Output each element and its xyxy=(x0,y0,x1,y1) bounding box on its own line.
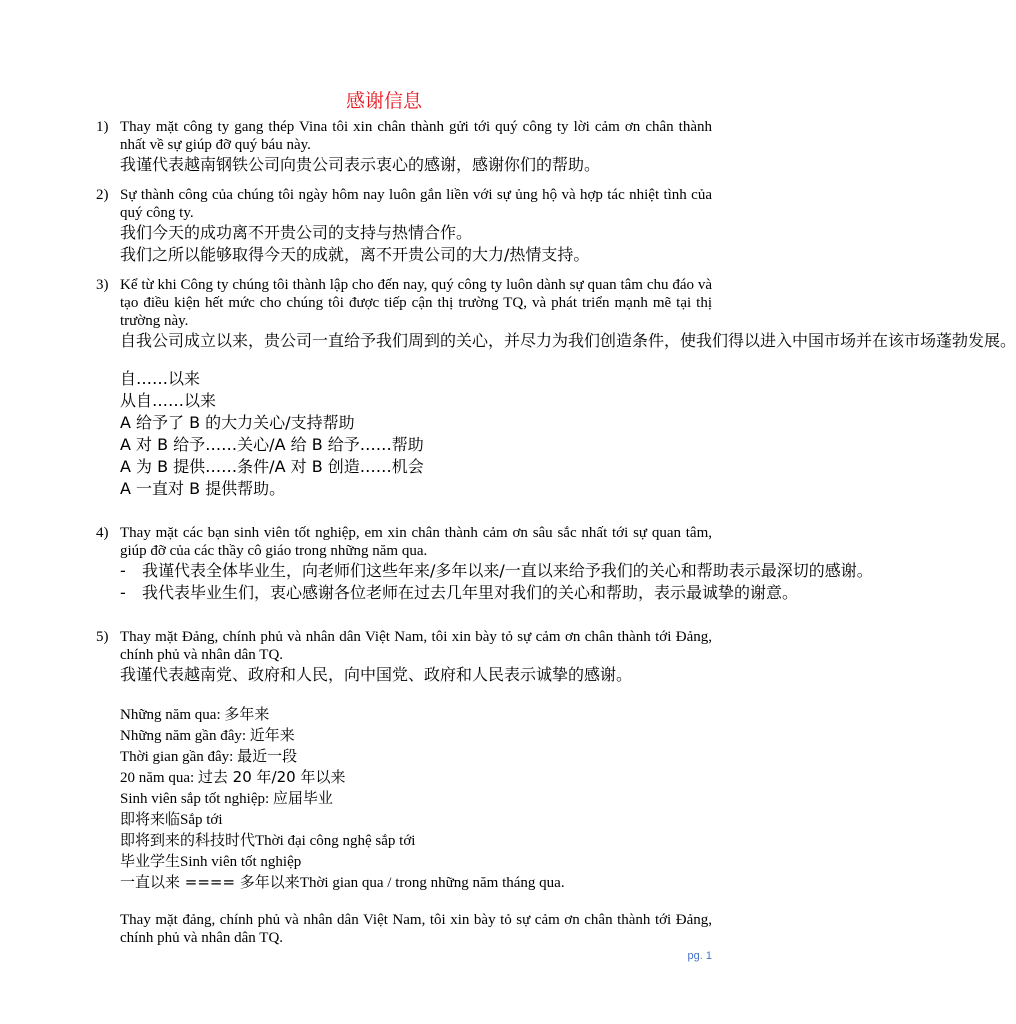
chinese-text: 我们之所以能够取得今天的成就，离不开贵公司的大力/热情支持。 xyxy=(120,245,590,264)
vietnamese-text: Thay mặt Đảng, chính phủ và nhân dân Việt Nam, tôi xin bày tỏ sự cảm ơn chân thành tới Đảng, chính phủ và nhân dân TQ. xyxy=(120,629,712,663)
item-number: 1) xyxy=(96,119,109,135)
glossary-entry: Thời gian gần đây: 最近一段 xyxy=(120,747,298,765)
vietnamese-text: Kể từ khi Công ty chúng tôi thành lập cho đến nay, quý công ty luôn dành sự quan tâm chu đáo và tạo điều kiện hết mức cho chúng tôi được tiếp cận thị trường TQ, và phát triển mạnh mẽ tại thị trường này. xyxy=(120,277,712,329)
glossary-entry: Sinh viên sắp tốt nghiệp: 应届毕业 xyxy=(120,789,333,807)
glossary-entry: 20 năm qua: 过去 20 年/20 年以来 xyxy=(120,768,346,786)
page-title: 感谢信息 xyxy=(345,90,422,112)
spacer xyxy=(96,510,712,524)
item-number: 3) xyxy=(96,277,109,293)
glossary xyxy=(96,704,712,893)
chinese-text: 我谨代表全体毕业生，向老师们这些年来/多年以来/一直以来给予我们的关心和帮助表示最深切的感谢。 xyxy=(142,561,873,580)
closing-paragraph xyxy=(96,911,712,947)
dash-item xyxy=(120,560,873,582)
dash-item xyxy=(120,582,799,604)
glossary-entry: 即将来临Sắp tới xyxy=(120,810,223,828)
glossary-entry: Những năm gần đây: 近年来 xyxy=(120,726,295,744)
glossary-entry: 毕业学生Sinh viên tốt nghiệp xyxy=(120,852,302,870)
pattern: 从自……以来 xyxy=(120,391,217,410)
pattern: 自……以来 xyxy=(120,369,201,388)
vietnamese-text: Sự thành công của chúng tôi ngày hôm nay luôn gắn liền với sự ủng hộ và hợp tác nhiệt tình của quý công ty. xyxy=(120,187,712,221)
page-number: pg. 1 xyxy=(687,950,712,962)
item-number: 2) xyxy=(96,187,109,203)
vietnamese-text: Thay mặt đảng, chính phủ và nhân dân Việt Nam, tôi xin bày tỏ sự cảm ơn chân thành tới Đảng, chính phủ và nhân dân TQ. xyxy=(120,912,712,946)
chinese-text: 自我公司成立以来，贵公司一直给予我们周到的关心，并尽力为我们创造条件，使我们得以进入中国市场并在该市场蓬勃发展。 xyxy=(120,331,1016,350)
item-number: 5) xyxy=(96,629,109,645)
dash-bullet: - xyxy=(120,583,126,602)
list-item xyxy=(96,118,712,176)
chinese-text: 我们今天的成功离不开贵公司的支持与热情合作。 xyxy=(120,223,473,242)
vietnamese-text: Thay mặt các bạn sinh viên tốt nghiệp, em xin chân thành cảm ơn sâu sắc nhất tới sự quan tâm, giúp đỡ của các thầy cô giáo trong những năm qua. xyxy=(120,525,712,559)
chinese-text: 我代表毕业生们，衷心感谢各位老师在过去几年里对我们的关心和帮助，表示最诚挚的谢意。 xyxy=(142,583,799,602)
pattern: A 一直对 B 提供帮助。 xyxy=(120,479,286,498)
spacer xyxy=(96,614,712,628)
chinese-text: 我谨代表越南钢铁公司向贵公司表示衷心的感谢，感谢你们的帮助。 xyxy=(120,155,601,174)
item-number: 4) xyxy=(96,525,109,541)
dash-bullet: - xyxy=(120,561,126,580)
list-item xyxy=(96,276,1016,500)
list-item xyxy=(96,628,712,686)
pattern: A 对 B 给予……关心/A 给 B 给予……帮助 xyxy=(120,435,424,454)
glossary-entry: 一直以来 ==== 多年以来Thời gian qua / trong những năm tháng qua. xyxy=(120,873,565,891)
content xyxy=(96,118,1016,947)
pattern: A 给予了 B 的大力关心/支持帮助 xyxy=(120,413,355,432)
pattern-list xyxy=(120,368,712,500)
glossary-entry: Những năm qua: 多年来 xyxy=(120,705,270,723)
list-item xyxy=(96,186,712,266)
pattern: A 为 B 提供……条件/A 对 B 创造……机会 xyxy=(120,457,424,476)
chinese-text: 我谨代表越南党、政府和人民，向中国党、政府和人民表示诚挚的感谢。 xyxy=(120,665,633,684)
list-item xyxy=(96,524,873,604)
glossary-entry: 即将到来的科技时代Thời đại công nghệ sắp tới xyxy=(120,831,416,849)
vietnamese-text: Thay mặt công ty gang thép Vina tôi xin chân thành gửi tới quý công ty lời cảm ơn chân thành nhất về sự giúp đỡ quý báu này. xyxy=(120,119,712,153)
